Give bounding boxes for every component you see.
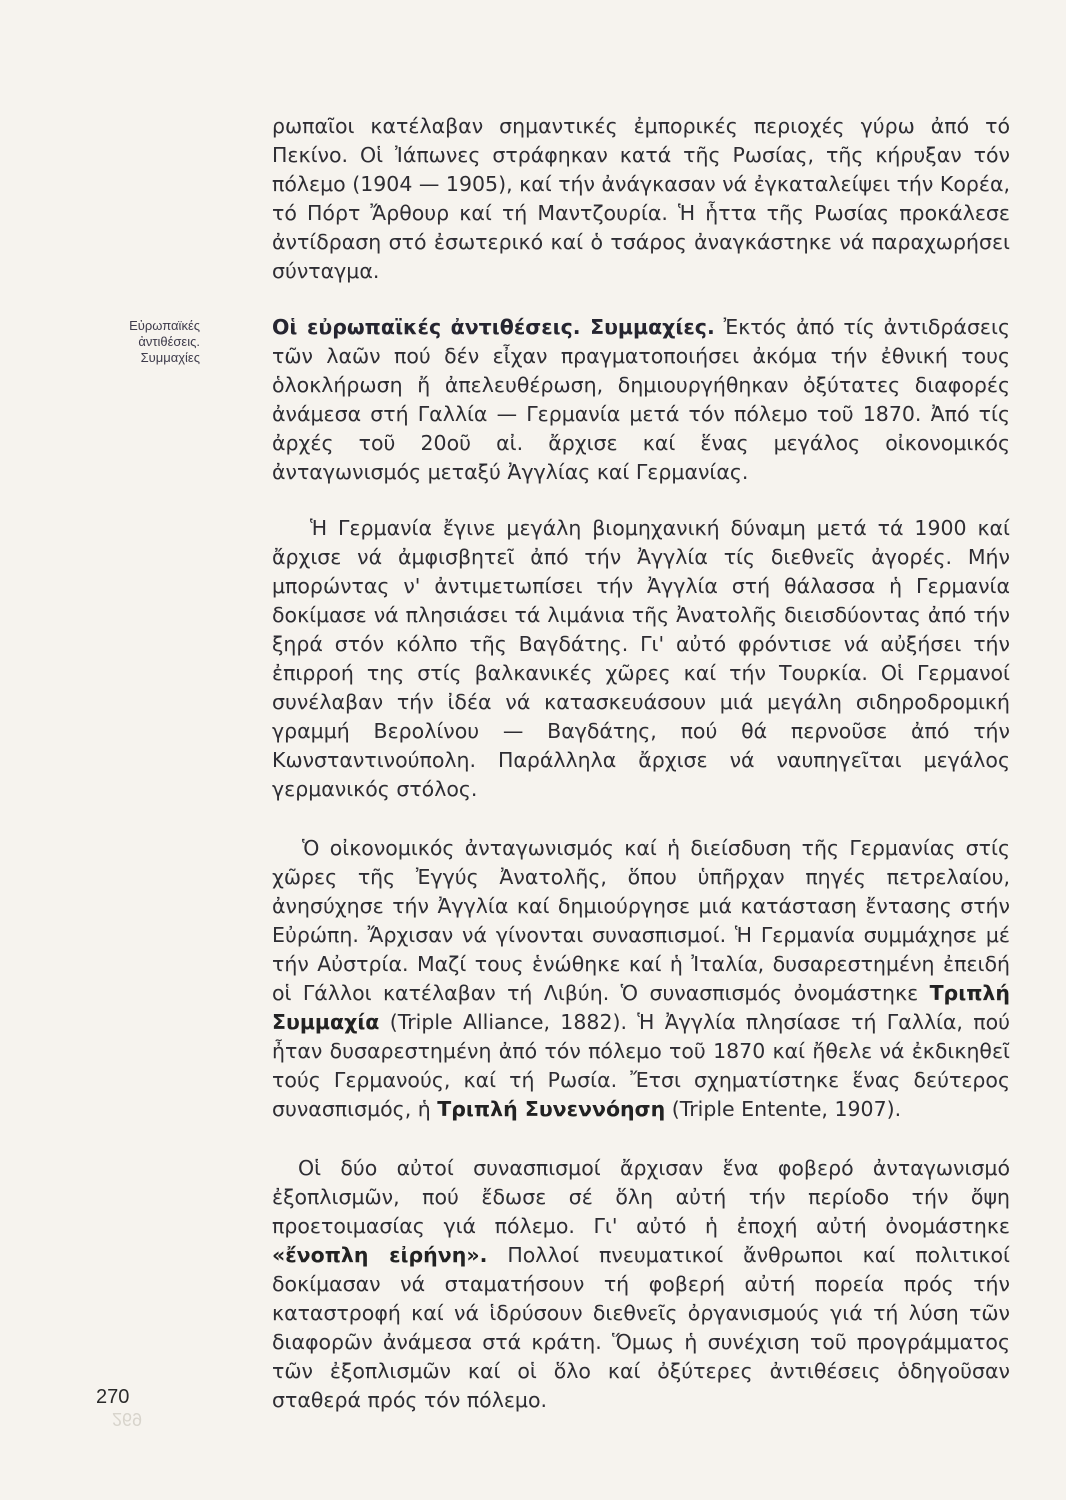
- margin-note-line: ἀντιθέσεις.: [138, 334, 200, 349]
- paragraph-4: [272, 834, 1010, 1124]
- page-number: 270: [96, 1386, 130, 1408]
- term-triple-entente: Τριπλή Συνεννόηση: [437, 1097, 666, 1121]
- paragraph-2-text: Ἐκτός ἀπό τίς ἀντιδράσεις τῶν λαῶν πού δέν εἶχαν πραγματοποιήσει ἀκόμα τήν ἐθνική τους ὁλοκλήρωση ἤ ἀπελευθέρωση, δημιουργήθηκαν ὀξύτατες διαφορές ἀνάμεσα στή Γαλλία — Γερμανία μετά τόν πόλεμο τοῦ 1870. Ἀπό τίς ἀρχές τοῦ 20οῦ αἰ. ἄρχισε καί ἕνας μεγάλος οἰκονομικός ἀνταγωνισμός μεταξύ Ἀγγλίας καί Γερμανίας.: [272, 315, 1010, 484]
- paragraph-5: [272, 1154, 1010, 1415]
- paragraph-5-text: Πολλοί πνευματικοί ἄνθρωποι καί πολιτικοί δοκίμασαν νά σταματήσουν τή φοβερή αὐτή πορεία πρός τήν καταστροφή καί νά ἱδρύσουν διεθνεῖς ὀργανισμούς γιά τή λύση τῶν διαφορῶν ἀνάμεσα στά κράτη. Ὅμως ἡ συνέχιση τοῦ προγράμματος τῶν ἐξοπλισμῶν καί οἱ ὅλο καί ὀξύτερες ἀντιθέσεις ὁδηγοῦσαν σταθερά πρός τόν πόλεμο.: [272, 1243, 1010, 1412]
- paragraph-4-text: (Triple Alliance, 1882). Ἡ Ἀγγλία πλησίασε τή Γαλλία, πού ἦταν δυσαρεστημένη ἀπό τόν πόλεμο τοῦ 1870 καί ἤθελε νά ἐκδικηθεῖ τούς Γερμανούς, καί τή Ρωσία. Ἔτσι σχηματίστηκε ἕνας δεύτερος συνασπισμός, ἡ: [272, 1010, 1010, 1121]
- paragraph-4-text: Ὁ οἰκονομικός ἀνταγωνισμός καί ἡ διείσδυση τῆς Γερμανίας στίς χῶρες τῆς Ἐγγύς Ἀνατολῆς, ὅπου ὑπῆρχαν πηγές πετρελαίου, ἀνησύχησε τήν Ἀγγλία καί δημιούργησε μιά κατάσταση ἔντασης στήν Εὐρώπη. Ἄρχισαν νά γίνονται συνασπισμοί. Ἡ Γερμανία συμμάχησε μέ τήν Αὐστρία. Μαζί τους ἑνώθηκε καί ἡ Ἰταλία, δυσαρεστημένη ἐπειδή οἱ Γάλλοι κατέλαβαν τή Λιβύη. Ὁ συνασπισμός ὀνομάστηκε: [272, 836, 1010, 1005]
- paragraph-2: [272, 313, 1010, 487]
- margin-note: [70, 318, 200, 366]
- term-armed-peace: «ἔνοπλη εἰρήνη».: [272, 1243, 488, 1267]
- section-heading: Οἱ εὐρωπαϊκές ἀντιθέσεις. Συμμαχίες.: [272, 315, 715, 339]
- paragraph-1: ρωπαῖοι κατέλαβαν σημαντικές ἐμπορικές περιοχές γύρω ἀπό τό Πεκίνο. Οἱ Ἰάπωνες στράφηκαν κατά τῆς Ρωσίας, τῆς κήρυξαν τόν πόλεμο (1904 — 1905), καί τήν ἀνάγκασαν νά ἐγκαταλείψει τήν Κορέα, τό Πόρτ Ἄρθουρ καί τή Μαντζουρία. Ἡ ἧττα τῆς Ρωσίας προκάλεσε ἀντίδραση στό ἐσωτερικό καί ὁ τσάρος ἀναγκάστηκε νά παραχωρήσει σύνταγμα.: [272, 114, 1010, 283]
- show-through-page-number: 269: [112, 1409, 143, 1429]
- main-text: [272, 112, 1010, 1415]
- margin-note-line: Συμμαχίες: [140, 350, 200, 365]
- paragraph-4-text: (Triple Entente, 1907).: [665, 1097, 902, 1121]
- term-triple-alliance: Τριπλή Συμμαχία: [272, 981, 1010, 1034]
- paragraph-3: Ἡ Γερμανία ἔγινε μεγάλη βιομηχανική δύναμη μετά τά 1900 καί ἄρχισε νά ἀμφισβητεῖ ἀπό τήν Ἀγγλία τίς διεθνεῖς ἀγορές. Μήν μπορώντας ν' ἀντιμετωπίσει τήν Ἀγγλία στή θάλασσα ἡ Γερμανία δοκίμασε νά πλησιάσει τά λιμάνια τῆς Ἀνατολῆς διεισδύοντας ἀπό τήν ξηρά στόν κόλπο τῆς Βαγδάτης. Γι' αὐτό φρόντισε νά αὐξήσει τήν ἐπιρροή της στίς βαλκανικές χῶρες καί τήν Τουρκία. Οἱ Γερμανοί συνέλαβαν τήν ἰδέα νά κατασκευάσουν μιά μεγάλη σιδηροδρομική γραμμή Βερολίνου — Βαγδάτης, πού θά περνοῦσε ἀπό τήν Κωνσταντινούπολη. Παράλληλα ἄρχισε νά ναυπηγεῖται μεγάλος γερμανικός στόλος.: [272, 516, 1010, 801]
- margin-note-line: Εὐρωπαϊκές: [129, 318, 200, 333]
- paragraph-5-text: Οἱ δύο αὐτοί συνασπισμοί ἄρχισαν ἕνα φοβερό ἀνταγωνισμό ἐξοπλισμῶν, πού ἔδωσε σέ ὅλη αὐτή τήν περίοδο τήν ὄψη προετοιμασίας γιά πόλεμο. Γι' αὐτό ἡ ἐποχή αὐτή ὀνομάστηκε: [272, 1156, 1010, 1238]
